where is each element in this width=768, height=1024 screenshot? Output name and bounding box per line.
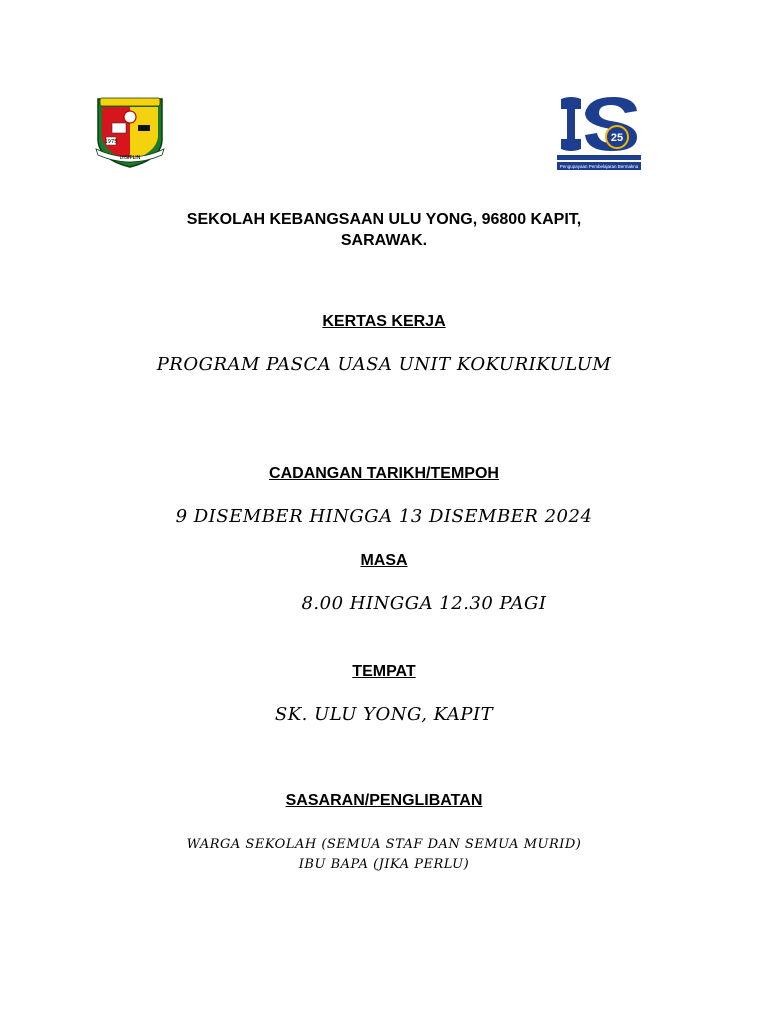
school-address — [0, 209, 768, 251]
time-value: 8.00 HINGGA 12.30 PAGI — [301, 593, 547, 614]
target-line-2: IBU BAPA (JIKA PERLU) — [298, 857, 470, 872]
school-line-2: SARAWAK. — [340, 232, 428, 249]
date-heading: CADANGAN TARIKH/TEMPOH — [269, 465, 499, 482]
logo-caption: Pengupayaan Pembelajaran Bermakna — [559, 164, 639, 169]
date-value: 9 DISEMBER HINGGA 13 DISEMBER 2024 — [175, 506, 593, 527]
school-line-1: SEKOLAH KEBANGSAAN ULU YONG, 96800 KAPIT, — [186, 211, 582, 228]
program-title: PROGRAM PASCA UASA UNIT KOKURIKULUM — [156, 354, 612, 375]
target-values — [0, 835, 768, 875]
crest-year: 1975 — [104, 139, 118, 145]
logo-number: 25 — [610, 132, 624, 144]
time-heading: MASA — [360, 552, 408, 569]
target-line-1: WARGA SEKOLAH (SEMUA STAF DAN SEMUA MURID) — [186, 837, 582, 852]
paper-heading: KERTAS KERJA — [322, 313, 446, 330]
venue-value: SK. ULU YONG, KAPIT — [274, 704, 494, 725]
tsp25-logo-icon — [555, 93, 643, 173]
target-heading: SASARAN/PENGLIBATAN — [285, 792, 483, 809]
school-crest-icon — [92, 93, 168, 169]
crest-motto: DISIPLIN — [119, 155, 141, 161]
venue-heading: TEMPAT — [352, 663, 416, 680]
